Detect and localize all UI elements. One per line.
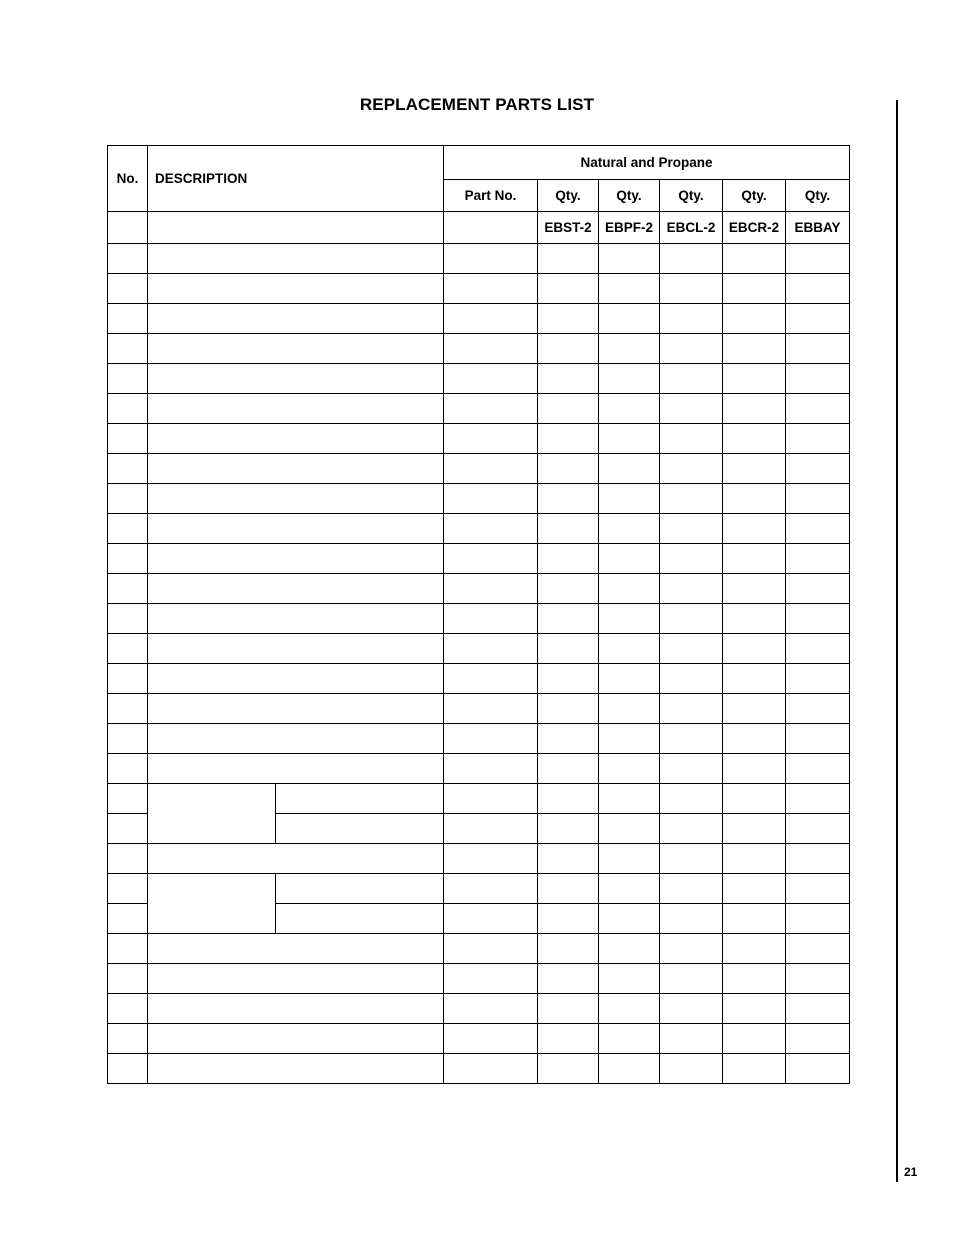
blank-cell (660, 424, 723, 454)
blank-cell (660, 1024, 723, 1054)
blank-cell (444, 274, 538, 304)
blank-cell (108, 394, 148, 424)
blank-cell (786, 514, 850, 544)
blank-cell (723, 364, 786, 394)
table-row (108, 724, 850, 754)
blank-cell (599, 454, 660, 484)
blank-cell (538, 274, 599, 304)
blank-cell (599, 304, 660, 334)
blank-cell (108, 544, 148, 574)
blank-cell (538, 784, 599, 814)
blank-cell (148, 754, 444, 784)
blank-cell (786, 244, 850, 274)
blank-cell (108, 364, 148, 394)
blank-cell (723, 814, 786, 844)
blank-cell (108, 304, 148, 334)
header-qty: Qty. (660, 180, 723, 212)
blank-cell (599, 844, 660, 874)
table-row (108, 664, 850, 694)
blank-cell (538, 994, 599, 1024)
blank-cell (599, 874, 660, 904)
blank-cell (538, 454, 599, 484)
blank-cell (444, 904, 538, 934)
blank-cell (444, 544, 538, 574)
blank-cell (599, 544, 660, 574)
blank-cell (786, 904, 850, 934)
table-row (108, 364, 850, 394)
blank-cell (444, 604, 538, 634)
blank-cell (786, 1024, 850, 1054)
blank-cell (786, 814, 850, 844)
blank-cell (723, 694, 786, 724)
blank-cell (148, 934, 444, 964)
blank-cell (660, 904, 723, 934)
blank-cell (660, 274, 723, 304)
blank-cell (786, 934, 850, 964)
header-natural-propane: Natural and Propane (444, 146, 850, 180)
blank-cell (148, 364, 444, 394)
blank-cell (660, 394, 723, 424)
blank-cell (444, 664, 538, 694)
blank-cell (276, 814, 444, 844)
blank-cell (444, 784, 538, 814)
blank-cell (538, 904, 599, 934)
blank-cell (660, 304, 723, 334)
blank-cell (108, 814, 148, 844)
table-row (108, 844, 850, 874)
blank-cell (444, 454, 538, 484)
blank-cell (599, 514, 660, 544)
blank-cell (108, 664, 148, 694)
blank-cell (723, 904, 786, 934)
blank-cell (786, 994, 850, 1024)
blank-cell (148, 514, 444, 544)
table-row (108, 484, 850, 514)
blank-cell (538, 634, 599, 664)
blank-cell (538, 754, 599, 784)
table-row (108, 1024, 850, 1054)
blank-cell (660, 874, 723, 904)
blank-cell (660, 754, 723, 784)
blank-cell (786, 364, 850, 394)
table-row (108, 334, 850, 364)
margin-rule (896, 100, 898, 1182)
model-ebcr-2: EBCR-2 (723, 212, 786, 244)
blank-cell (599, 904, 660, 934)
blank-cell (538, 424, 599, 454)
table-row (108, 694, 850, 724)
blank-cell (108, 514, 148, 544)
blank-cell (148, 634, 444, 664)
blank-cell (538, 364, 599, 394)
model-ebst-2: EBST-2 (538, 212, 599, 244)
blank-cell (108, 994, 148, 1024)
model-ebbay: EBBAY (786, 212, 850, 244)
blank-cell (786, 304, 850, 334)
blank-cell (723, 634, 786, 664)
blank-cell (148, 244, 444, 274)
blank-cell (108, 484, 148, 514)
blank-cell (444, 964, 538, 994)
blank-cell (660, 844, 723, 874)
blank-cell (786, 724, 850, 754)
blank-cell (723, 484, 786, 514)
replacement-parts-table (107, 145, 850, 1084)
blank-cell (108, 934, 148, 964)
blank-cell (660, 244, 723, 274)
blank-cell (108, 1054, 148, 1084)
blank-cell (660, 514, 723, 544)
blank-cell (444, 334, 538, 364)
blank-cell (108, 424, 148, 454)
blank-cell (148, 1024, 444, 1054)
blank-cell (148, 424, 444, 454)
blank-cell (599, 964, 660, 994)
blank-cell (444, 844, 538, 874)
blank-cell (786, 424, 850, 454)
table-row (108, 544, 850, 574)
blank-cell (723, 1024, 786, 1054)
blank-cell (786, 574, 850, 604)
blank-cell (599, 334, 660, 364)
blank-cell (148, 212, 444, 244)
blank-cell (660, 604, 723, 634)
blank-cell (148, 964, 444, 994)
blank-cell (723, 574, 786, 604)
blank-cell (538, 1054, 599, 1084)
blank-cell (723, 454, 786, 484)
blank-cell (148, 454, 444, 484)
blank-cell (786, 1054, 850, 1084)
table-row (108, 994, 850, 1024)
blank-cell (108, 274, 148, 304)
blank-cell (108, 844, 148, 874)
blank-cell (660, 694, 723, 724)
blank-cell (538, 574, 599, 604)
blank-cell (660, 664, 723, 694)
blank-cell (786, 274, 850, 304)
blank-cell (148, 874, 276, 934)
blank-cell (599, 934, 660, 964)
blank-cell (599, 664, 660, 694)
blank-cell (108, 724, 148, 754)
blank-cell (444, 574, 538, 604)
blank-cell (108, 964, 148, 994)
blank-cell (108, 334, 148, 364)
page-number: 21 (904, 1165, 918, 1179)
table-row (108, 274, 850, 304)
table-row (108, 574, 850, 604)
header-no: No. (108, 146, 148, 212)
blank-cell (660, 724, 723, 754)
blank-cell (538, 934, 599, 964)
blank-cell (599, 994, 660, 1024)
blank-cell (108, 874, 148, 904)
blank-cell (444, 694, 538, 724)
blank-cell (786, 634, 850, 664)
blank-cell (148, 994, 444, 1024)
blank-cell (276, 874, 444, 904)
blank-cell (660, 964, 723, 994)
model-ebpf-2: EBPF-2 (599, 212, 660, 244)
blank-cell (723, 244, 786, 274)
blank-cell (444, 244, 538, 274)
blank-cell (723, 544, 786, 574)
blank-cell (444, 994, 538, 1024)
blank-cell (786, 784, 850, 814)
blank-cell (444, 634, 538, 664)
blank-cell (148, 664, 444, 694)
blank-cell (599, 694, 660, 724)
blank-cell (660, 784, 723, 814)
blank-cell (108, 1024, 148, 1054)
blank-cell (444, 1054, 538, 1084)
table-row (108, 1054, 850, 1084)
blank-cell (444, 1024, 538, 1054)
blank-cell (276, 904, 444, 934)
blank-cell (599, 1054, 660, 1084)
table-row (108, 934, 850, 964)
blank-cell (723, 964, 786, 994)
blank-cell (723, 934, 786, 964)
blank-cell (723, 754, 786, 784)
blank-cell (444, 814, 538, 844)
blank-cell (444, 212, 538, 244)
blank-cell (660, 484, 723, 514)
blank-cell (786, 334, 850, 364)
blank-cell (786, 754, 850, 784)
table-row (108, 454, 850, 484)
blank-cell (599, 814, 660, 844)
blank-cell (108, 694, 148, 724)
table-row (108, 784, 850, 814)
blank-cell (108, 212, 148, 244)
blank-cell (723, 304, 786, 334)
blank-cell (444, 424, 538, 454)
header-qty: Qty. (599, 180, 660, 212)
blank-cell (723, 874, 786, 904)
blank-cell (786, 664, 850, 694)
blank-cell (660, 814, 723, 844)
blank-cell (599, 784, 660, 814)
header-description: DESCRIPTION (148, 146, 444, 212)
table-row (108, 604, 850, 634)
blank-cell (444, 364, 538, 394)
blank-cell (660, 544, 723, 574)
blank-cell (786, 964, 850, 994)
blank-cell (599, 364, 660, 394)
blank-cell (148, 724, 444, 754)
blank-cell (538, 844, 599, 874)
header-qty: Qty. (723, 180, 786, 212)
blank-cell (723, 334, 786, 364)
blank-cell (660, 454, 723, 484)
blank-cell (444, 934, 538, 964)
blank-cell (660, 364, 723, 394)
blank-cell (723, 664, 786, 694)
blank-cell (786, 874, 850, 904)
blank-cell (444, 304, 538, 334)
blank-cell (538, 484, 599, 514)
blank-cell (538, 874, 599, 904)
blank-cell (723, 724, 786, 754)
page-title: REPLACEMENT PARTS LIST (359, 95, 595, 114)
blank-cell (538, 334, 599, 364)
blank-cell (538, 604, 599, 634)
blank-cell (444, 484, 538, 514)
blank-cell (786, 844, 850, 874)
header-part-no: Part No. (444, 180, 538, 212)
blank-cell (108, 244, 148, 274)
blank-cell (444, 394, 538, 424)
blank-cell (148, 484, 444, 514)
blank-cell (599, 274, 660, 304)
blank-cell (148, 574, 444, 604)
blank-cell (599, 394, 660, 424)
table-row (108, 874, 850, 904)
blank-cell (538, 1024, 599, 1054)
blank-cell (148, 604, 444, 634)
blank-cell (538, 664, 599, 694)
blank-cell (660, 994, 723, 1024)
blank-cell (108, 574, 148, 604)
blank-cell (444, 724, 538, 754)
blank-cell (599, 754, 660, 784)
blank-cell (444, 514, 538, 544)
header-qty: Qty. (538, 180, 599, 212)
blank-cell (538, 394, 599, 424)
header-qty: Qty. (786, 180, 850, 212)
table-row (108, 304, 850, 334)
blank-cell (599, 424, 660, 454)
model-ebcl-2: EBCL-2 (660, 212, 723, 244)
blank-cell (599, 634, 660, 664)
blank-cell (723, 514, 786, 544)
blank-cell (538, 814, 599, 844)
blank-cell (108, 754, 148, 784)
table-row (108, 514, 850, 544)
table-row (108, 244, 850, 274)
blank-cell (786, 394, 850, 424)
blank-cell (538, 244, 599, 274)
table-row (108, 754, 850, 784)
blank-cell (786, 544, 850, 574)
blank-cell (723, 424, 786, 454)
blank-cell (599, 1024, 660, 1054)
blank-cell (148, 334, 444, 364)
blank-cell (148, 394, 444, 424)
table-row (108, 394, 850, 424)
blank-cell (599, 574, 660, 604)
blank-cell (148, 304, 444, 334)
blank-cell (723, 994, 786, 1024)
blank-cell (786, 694, 850, 724)
table-row (108, 424, 850, 454)
blank-cell (148, 694, 444, 724)
blank-cell (538, 724, 599, 754)
table-row (108, 964, 850, 994)
blank-cell (108, 904, 148, 934)
blank-cell (538, 964, 599, 994)
blank-cell (538, 304, 599, 334)
blank-cell (538, 694, 599, 724)
blank-cell (599, 604, 660, 634)
blank-cell (538, 514, 599, 544)
blank-cell (786, 484, 850, 514)
blank-cell (786, 454, 850, 484)
blank-cell (723, 394, 786, 424)
blank-cell (108, 604, 148, 634)
blank-cell (276, 784, 444, 814)
blank-cell (538, 544, 599, 574)
blank-cell (660, 934, 723, 964)
blank-cell (723, 1054, 786, 1084)
blank-cell (660, 1054, 723, 1084)
blank-cell (599, 484, 660, 514)
table-row (108, 634, 850, 664)
blank-cell (108, 634, 148, 664)
blank-cell (444, 874, 538, 904)
blank-cell (660, 574, 723, 604)
blank-cell (148, 844, 444, 874)
blank-cell (660, 334, 723, 364)
blank-cell (444, 754, 538, 784)
blank-cell (108, 454, 148, 484)
blank-cell (148, 1054, 444, 1084)
blank-cell (786, 604, 850, 634)
blank-cell (148, 544, 444, 574)
blank-cell (599, 244, 660, 274)
blank-cell (148, 784, 276, 844)
blank-cell (723, 784, 786, 814)
blank-cell (723, 274, 786, 304)
blank-cell (723, 844, 786, 874)
blank-cell (599, 724, 660, 754)
blank-cell (660, 634, 723, 664)
blank-cell (148, 274, 444, 304)
blank-cell (108, 784, 148, 814)
blank-cell (723, 604, 786, 634)
